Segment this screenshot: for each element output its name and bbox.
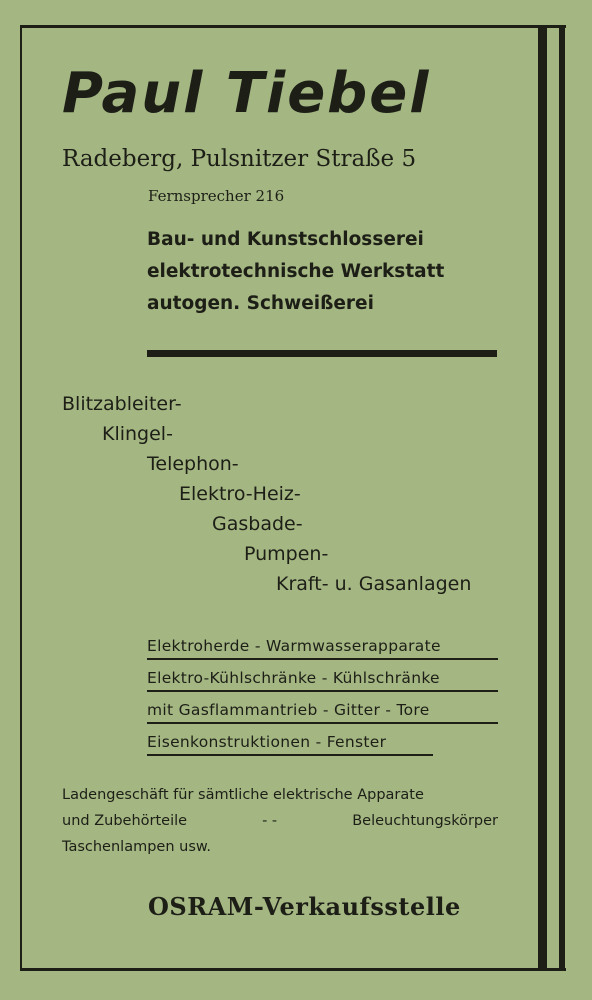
shop-line: [62, 808, 498, 834]
service-item: Bau- und Kunstschlosserei: [147, 229, 424, 250]
shop-line: Taschenlampen usw.: [62, 839, 212, 855]
installation-item: Telephon-: [147, 453, 239, 475]
shop-line-separator: - -: [262, 813, 278, 829]
company-name: Paul Tiebel: [62, 61, 431, 126]
osram-sales-point: OSRAM-Verkaufsstelle: [148, 892, 461, 921]
divider-rule: [147, 350, 497, 357]
shop-line: Ladengeschäft für sämtliche elektrische Apparate: [62, 787, 424, 803]
installation-item: Pumpen-: [244, 543, 329, 565]
service-item: autogen. Schweißerei: [147, 293, 374, 314]
installation-item: Kraft- u. Gasanlagen: [276, 573, 472, 595]
product-line: Elektroherde - Warmwasserapparate: [147, 631, 498, 660]
installation-item: Klingel-: [102, 423, 173, 445]
products-list: [147, 631, 498, 759]
service-item: elektrotechnische Werkstatt: [147, 261, 445, 282]
company-address: Radeberg, Pulsnitzer Straße 5: [62, 146, 417, 172]
product-line: Elektro-Kühlschränke - Kühlschränke: [147, 663, 498, 692]
installation-item: Blitzableiter-: [62, 393, 182, 415]
services-list: [147, 224, 517, 320]
shop-line-part: und Zubehörteile: [62, 813, 188, 829]
frame-left-border: [20, 25, 22, 971]
product-line: Eisenkonstruktionen - Fenster: [147, 727, 433, 756]
shop-line-part: Beleuchtungskörper: [352, 813, 498, 829]
company-phone: Fernsprecher 216: [148, 187, 285, 205]
frame-bottom-border: [20, 968, 566, 971]
frame-top-border: [20, 25, 566, 28]
installation-item: Elektro-Heiz-: [179, 483, 301, 505]
product-line: mit Gasflammantrieb - Gitter - Tore: [147, 695, 498, 724]
right-thick-bar: [538, 28, 547, 971]
installation-item: Gasbade-: [212, 513, 303, 535]
right-thin-bar: [559, 28, 565, 971]
shop-description: [62, 782, 502, 860]
